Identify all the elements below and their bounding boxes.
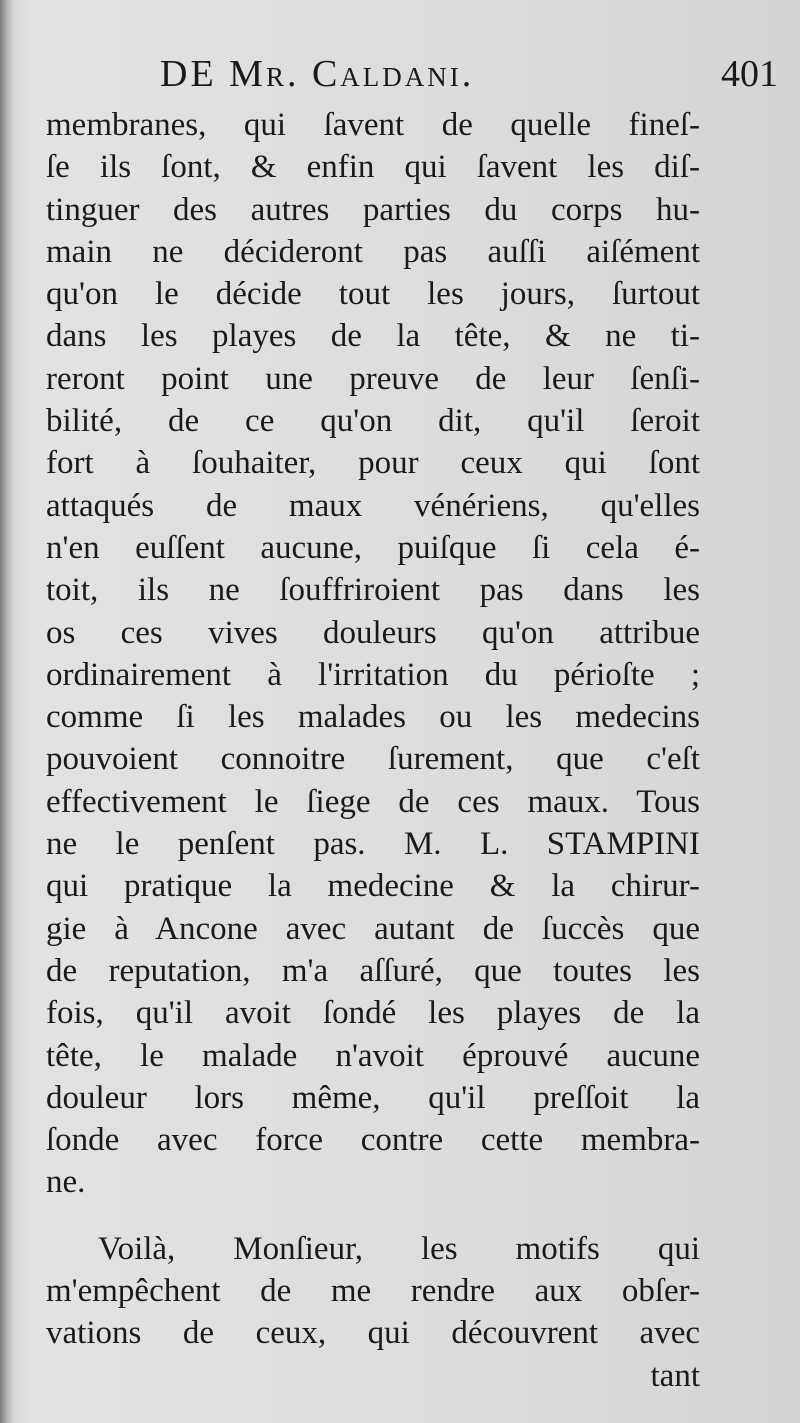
text-line: qu'on le décide tout les jours, ſurtout xyxy=(46,276,700,313)
paragraph-gap xyxy=(46,1204,700,1228)
text-line: tinguer des autres parties du corps hu- xyxy=(46,191,700,228)
text-line: m'empêchent de me rendre aux obſer- xyxy=(46,1273,700,1310)
page-number: 401 xyxy=(721,53,778,95)
text-line: os ces vives douleurs qu'on attribue xyxy=(46,614,700,651)
text-line: attaqués de maux vénériens, qu'elles xyxy=(46,487,700,524)
paragraph-1 xyxy=(46,104,700,1204)
text-line: effectivement le ſiege de ces maux. Tous xyxy=(46,783,700,820)
catchword: tant xyxy=(650,1357,700,1394)
page-gutter-shadow xyxy=(0,0,14,1423)
text-line: pouvoient connoitre ſurement, que c'eſt xyxy=(46,741,700,778)
text-line: dans les playes de la tête, & ne ti- xyxy=(46,318,700,355)
text-line: toit, ils ne ſouffriroient pas dans les xyxy=(46,572,700,609)
text-line: Voilà, Monſieur, les motifs qui xyxy=(98,1230,700,1267)
running-head xyxy=(0,52,800,102)
paragraph-2 xyxy=(46,1228,700,1397)
text-line: reront point une preuve de leur ſenſi- xyxy=(46,360,700,397)
running-head-title: DE Mr. Caldani. xyxy=(160,53,475,95)
text-line: de reputation, m'a aſſuré, que toutes les xyxy=(46,952,700,989)
text-line: tête, le malade n'avoit éprouvé aucune xyxy=(46,1037,700,1074)
text-line: ne. xyxy=(46,1164,86,1201)
text-line: qui pratique la medecine & la chirur- xyxy=(46,868,700,905)
body-text xyxy=(46,104,700,1397)
text-line: comme ſi les malades ou les medecins xyxy=(46,699,700,736)
text-line: bilité, de ce qu'on dit, qu'il ſeroit xyxy=(46,403,700,440)
text-line: ſonde avec force contre cette membra- xyxy=(46,1122,700,1159)
text-line: n'en euſſent aucune, puiſque ſi cela é- xyxy=(46,529,700,566)
text-line: fois, qu'il avoit ſondé les playes de la xyxy=(46,995,700,1032)
text-line: ordinairement à l'irritation du périoſte ; xyxy=(46,656,700,693)
text-line: gie à Ancone avec autant de ſuccès que xyxy=(46,910,700,947)
text-line: ne le penſent pas. M. L. STAMPINI xyxy=(46,826,700,863)
text-line: douleur lors même, qu'il preſſoit la xyxy=(46,1079,700,1116)
text-line: membranes, qui ſavent de quelle fineſ- xyxy=(46,107,700,143)
text-line: ſe ils ſont, & enfin qui ſavent les diſ- xyxy=(46,149,700,186)
text-line: vations de ceux, qui découvrent avec xyxy=(46,1315,700,1352)
text-line: fort à ſouhaiter, pour ceux qui ſont xyxy=(46,445,700,482)
text-line: main ne décideront pas auſſi aiſément xyxy=(46,233,700,270)
